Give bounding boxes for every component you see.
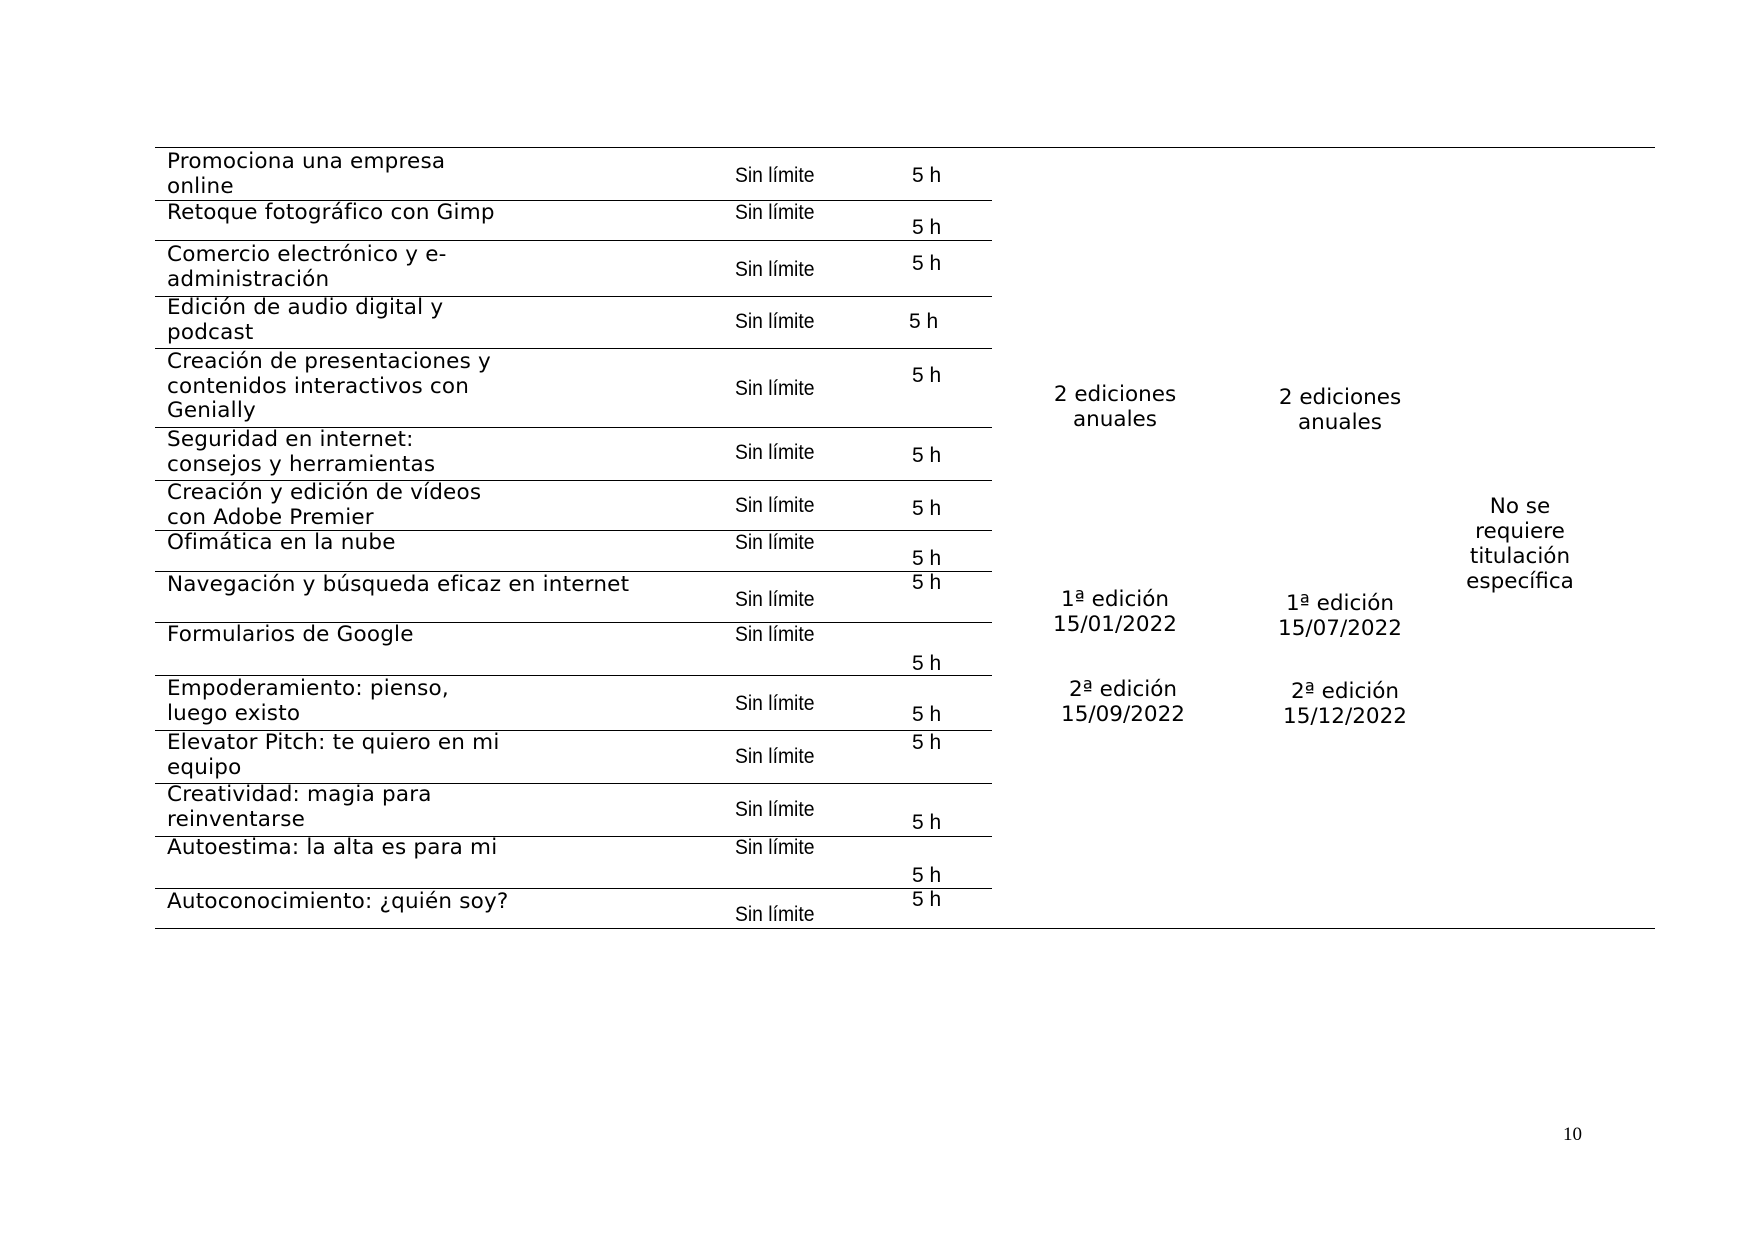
course-hours: 5 h	[912, 864, 942, 887]
course-limit: Sin límite	[735, 441, 815, 464]
course-name: Empoderamiento: pienso, luego existo	[167, 676, 449, 726]
course-hours: 5 h	[912, 547, 942, 570]
course-limit: Sin límite	[735, 623, 815, 646]
course-limit: Sin límite	[735, 531, 815, 554]
course-hours: 5 h	[912, 364, 942, 387]
course-hours: 5 h	[912, 731, 942, 754]
editions-per-year-col-a: 2 ediciones anuales	[1053, 382, 1177, 432]
course-limit: Sin límite	[735, 258, 815, 281]
course-name: Edición de audio digital y podcast	[167, 295, 444, 345]
table-top-border	[155, 147, 1655, 148]
course-limit: Sin límite	[735, 164, 815, 187]
course-limit: Sin límite	[735, 494, 815, 517]
table-bottom-border	[155, 928, 1655, 929]
course-name: Creación y edición de vídeos con Adobe Premier	[167, 480, 482, 530]
course-hours: 5 h	[912, 571, 942, 594]
page-number: 10	[1563, 1124, 1582, 1145]
course-limit: Sin límite	[735, 310, 815, 333]
course-limit: Sin límite	[735, 377, 815, 400]
course-name: Autoestima: la alta es para mi	[167, 835, 498, 860]
course-hours: 5 h	[912, 703, 942, 726]
second-edition-date-col-a: 2ª edición 15/09/2022	[1061, 677, 1185, 727]
course-hours: 5 h	[912, 216, 942, 239]
course-hours: 5 h	[912, 497, 942, 520]
course-name: Seguridad en internet: consejos y herramientas	[167, 427, 436, 477]
course-hours: 5 h	[912, 652, 942, 675]
editions-per-year-col-b: 2 ediciones anuales	[1278, 385, 1402, 435]
course-hours: 5 h	[912, 444, 942, 467]
second-edition-date-col-b: 2ª edición 15/12/2022	[1283, 679, 1407, 729]
first-edition-date-col-a: 1ª edición 15/01/2022	[1053, 587, 1177, 637]
course-hours: 5 h	[909, 310, 939, 333]
course-limit: Sin límite	[735, 798, 815, 821]
course-name: Ofimática en la nube	[167, 530, 396, 555]
course-limit: Sin límite	[735, 836, 815, 859]
course-limit: Sin límite	[735, 903, 815, 926]
course-name: Navegación y búsqueda eficaz en internet	[167, 572, 630, 597]
course-limit: Sin límite	[735, 201, 815, 224]
course-hours: 5 h	[912, 811, 942, 834]
course-name: Creatividad: magia para reinventarse	[167, 782, 432, 832]
course-limit: Sin límite	[735, 588, 815, 611]
course-name: Autoconocimiento: ¿quién soy?	[167, 889, 509, 914]
course-limit: Sin límite	[735, 745, 815, 768]
course-name: Comercio electrónico y e- administración	[167, 242, 447, 292]
row-divider	[155, 240, 992, 241]
course-hours: 5 h	[912, 888, 942, 911]
course-name: Retoque fotográfico con Gimp	[167, 200, 495, 225]
course-name: Elevator Pitch: te quiero en mi equipo	[167, 730, 500, 780]
course-name: Promociona una empresa online	[167, 149, 446, 199]
course-name: Formularios de Google	[167, 622, 414, 647]
course-name: Creación de presentaciones y contenidos interactivos con Genially	[167, 349, 491, 423]
course-limit: Sin límite	[735, 692, 815, 715]
course-hours: 5 h	[912, 252, 942, 275]
first-edition-date-col-b: 1ª edición 15/07/2022	[1278, 591, 1402, 641]
course-hours: 5 h	[912, 164, 942, 187]
qualification-requirement: No se requiere titulación específica	[1466, 494, 1574, 594]
